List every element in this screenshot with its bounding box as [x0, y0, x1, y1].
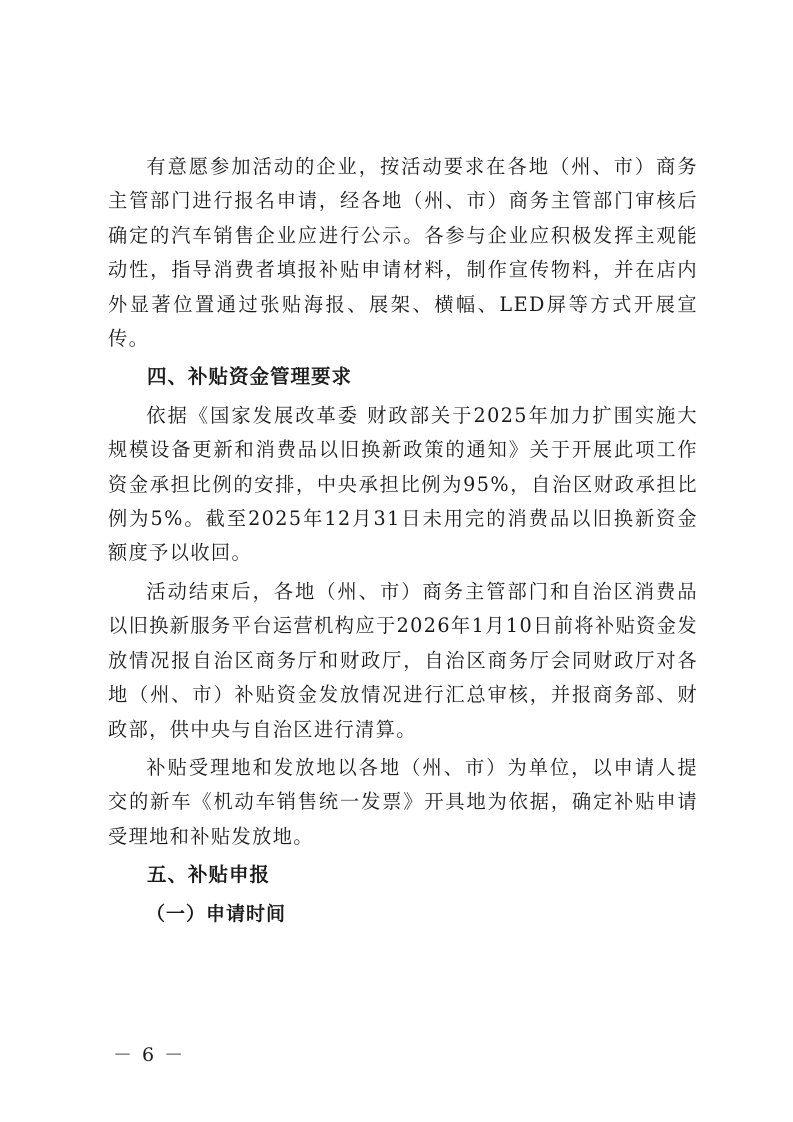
subsection-heading-application-time: （一）申请时间 [146, 902, 287, 925]
paragraph-funding-ratio: 依据《国家发展改革委 财政部关于2025年加力扩围实施大规模设备更新和消费品以旧换新政策的通知》关于开展此项工作资金承担比例的安排，中央承担比例为95%，自治区财政承担比例为5%。截至2025年12月31日未用完的消费品以旧换新资金额度予以收回。 [108, 403, 698, 565]
section-heading-fund-management: 四、补贴资金管理要求 [147, 365, 353, 389]
paragraph-acceptance-location: 补贴受理地和发放地以各地（州、市）为单位，以申请人提交的新车《机动车销售统一发票》开具地为依据，确定补贴申请受理地和补贴发放地。 [108, 755, 698, 848]
paragraph-settlement: 活动结束后，各地（州、市）商务主管部门和自治区消费品以旧换新服务平台运营机构应于2026年1月10日前将补贴资金发放情况报自治区商务厅和财政厅，自治区商务厅会同财政厅对各地（州、市）补贴资金发放情况进行汇总审核，并报商务部、财政部，供中央与自治区进行清算。 [108, 579, 698, 741]
section-heading-subsidy-application: 五、补贴申报 [147, 863, 271, 887]
document-body [108, 150, 698, 931]
page-number: － 6 － [113, 1044, 186, 1066]
paragraph-enterprise-registration: 有意愿参加活动的企业，按活动要求在各地（州、市）商务主管部门进行报名申请，经各地（州、市）商务主管部门审核后确定的汽车销售企业应进行公示。各参与企业应积极发挥主观能动性，指导消费者填报补贴申请材料，制作宣传物料，并在店内外显著位置通过张贴海报、展架、横幅、LED屏等方式开展宣传。 [108, 155, 698, 351]
